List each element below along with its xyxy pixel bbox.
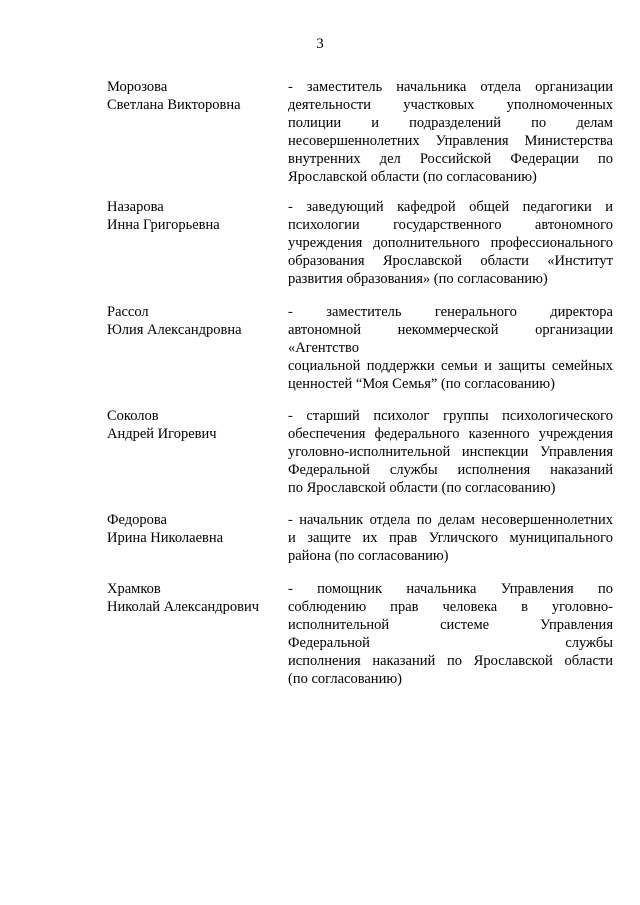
role-line: Федеральной службы — [288, 635, 613, 651]
member-name — [107, 580, 287, 616]
role-line: Федеральной службы исполнения наказаний — [288, 462, 613, 478]
role-line: исполнительной системе Управления — [288, 617, 613, 633]
role-line: (по согласованию) — [288, 671, 402, 687]
role-line: полиции и подразделений по делам — [288, 115, 613, 131]
role-line: учреждения дополнительного профессионального — [288, 235, 613, 251]
role-line: уголовно-исполнительной инспекции Управления — [288, 444, 613, 460]
member-role — [288, 580, 613, 688]
member-name — [107, 198, 287, 234]
role-line: соблюдению прав человека в уголовно- — [288, 599, 613, 615]
role-line: развития образования» (по согласованию) — [288, 271, 548, 287]
member-name — [107, 303, 287, 339]
member-given-names: Ирина Николаевна — [107, 530, 224, 546]
role-line: по Ярославской области (по согласованию) — [288, 480, 556, 496]
role-line: - начальник отдела по делам несовершеннолетних — [288, 512, 613, 528]
role-line: несовершеннолетних Управления Министерства — [288, 133, 613, 149]
member-surname: Храмков — [107, 581, 161, 597]
member-surname: Федорова — [107, 512, 167, 528]
role-line: Ярославской области (по согласованию) — [288, 169, 537, 185]
role-line: района (по согласованию) — [288, 548, 449, 564]
member-given-names: Инна Григорьевна — [107, 217, 220, 233]
member-given-names: Юлия Александровна — [107, 322, 242, 338]
member-name — [107, 78, 287, 114]
role-line: исполнения наказаний по Ярославской области — [288, 653, 613, 669]
role-line: - старший психолог группы психологического — [288, 408, 613, 424]
member-surname: Назарова — [107, 199, 164, 215]
member-role — [288, 78, 613, 186]
member-role — [288, 303, 613, 393]
role-line: внутренних дел Российской Федерации по — [288, 151, 613, 167]
page-number: 3 — [316, 36, 324, 52]
member-surname: Морозова — [107, 79, 168, 95]
role-line: - помощник начальника Управления по — [288, 581, 613, 597]
member-surname: Рассол — [107, 304, 149, 320]
role-line: - заместитель генерального директора — [288, 304, 613, 320]
role-line: и защите их прав Угличского муниципального — [288, 530, 613, 546]
role-line: - заместитель начальника отдела организации — [288, 79, 613, 95]
role-line: деятельности участковых уполномоченных — [288, 97, 613, 113]
role-line: социальной поддержки семьи и защиты семейных — [288, 358, 613, 374]
role-line: образования Ярославской области «Институт — [288, 253, 613, 269]
role-line: автономной некоммерческой организации — [288, 322, 613, 338]
member-name — [107, 407, 287, 443]
role-line: ценностей “Моя Семья” (по согласованию) — [288, 376, 555, 392]
member-given-names: Андрей Игоревич — [107, 426, 217, 442]
member-role — [288, 407, 613, 497]
role-line: «Агентство — [288, 340, 359, 356]
role-line: - заведующий кафедрой общей педагогики и — [288, 199, 613, 215]
role-line: психологии государственного автономного — [288, 217, 613, 233]
member-role — [288, 511, 613, 565]
member-given-names: Николай Александрович — [107, 599, 260, 615]
member-role — [288, 198, 613, 288]
role-line: обеспечения федерального казенного учреждения — [288, 426, 613, 442]
member-given-names: Светлана Викторовна — [107, 97, 241, 113]
member-name — [107, 511, 287, 547]
member-surname: Соколов — [107, 408, 159, 424]
